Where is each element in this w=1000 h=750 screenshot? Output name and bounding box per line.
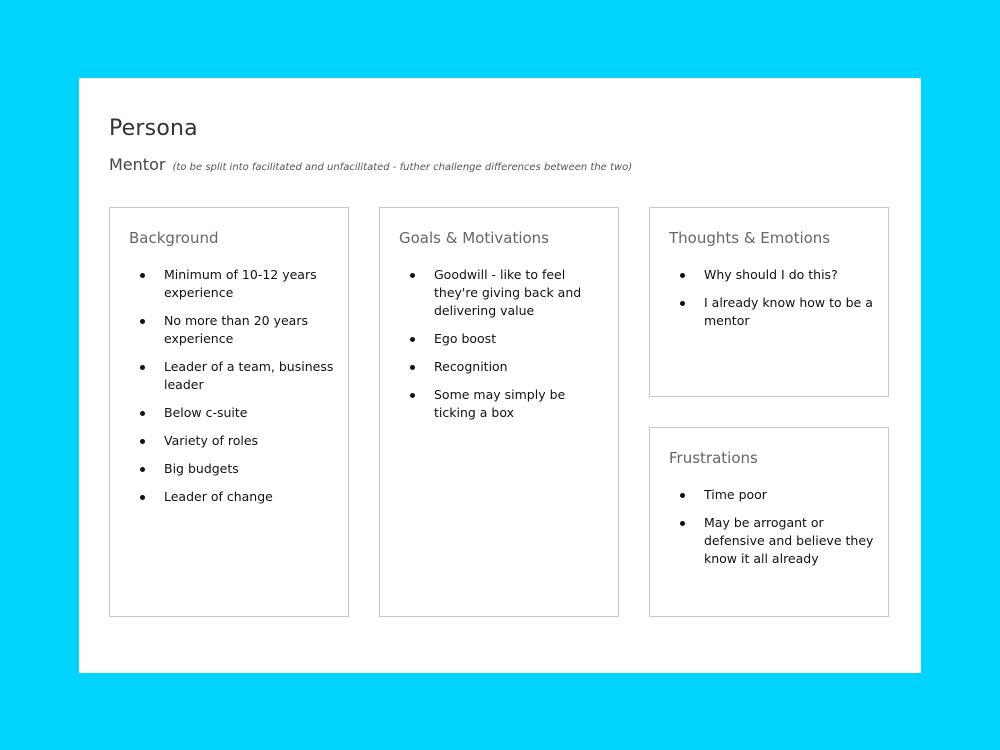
- background-card-title: Background: [129, 229, 219, 247]
- frustrations-card-title: Frustrations: [669, 449, 758, 467]
- list-item: Recognition: [399, 358, 606, 376]
- subtitle-mentor: Mentor: [109, 155, 166, 174]
- page-subtitle: [109, 155, 632, 174]
- goals-list: [399, 266, 606, 432]
- list-item: No more than 20 years experience: [129, 312, 336, 348]
- list-item: Below c-suite: [129, 404, 336, 422]
- background-list: [129, 266, 336, 516]
- subtitle-note: (to be split into facilitated and unfacilitated - futher challenge differences between the two): [172, 162, 633, 173]
- list-item: Some may simply be ticking a box: [399, 386, 606, 422]
- list-item: Variety of roles: [129, 432, 336, 450]
- thoughts-card: [649, 207, 889, 397]
- background-card: [109, 207, 349, 617]
- list-item: Why should I do this?: [669, 266, 876, 284]
- thoughts-card-title: Thoughts & Emotions: [669, 229, 831, 247]
- list-item: I already know how to be a mentor: [669, 294, 876, 330]
- frustrations-card: [649, 427, 889, 617]
- goals-card: [379, 207, 619, 617]
- frustrations-list: [669, 486, 876, 578]
- list-item: Leader of change: [129, 488, 336, 506]
- list-item: Leader of a team, business leader: [129, 358, 336, 394]
- goals-card-title: Goals & Motivations: [399, 229, 549, 247]
- list-item: May be arrogant or defensive and believe they know it all already: [669, 514, 876, 568]
- list-item: Minimum of 10-12 years experience: [129, 266, 336, 302]
- list-item: Big budgets: [129, 460, 336, 478]
- list-item: Time poor: [669, 486, 876, 504]
- page-title: Persona: [109, 116, 198, 141]
- list-item: Goodwill - like to feel they're giving back and delivering value: [399, 266, 606, 320]
- persona-page: [79, 78, 921, 673]
- thoughts-list: [669, 266, 876, 340]
- list-item: Ego boost: [399, 330, 606, 348]
